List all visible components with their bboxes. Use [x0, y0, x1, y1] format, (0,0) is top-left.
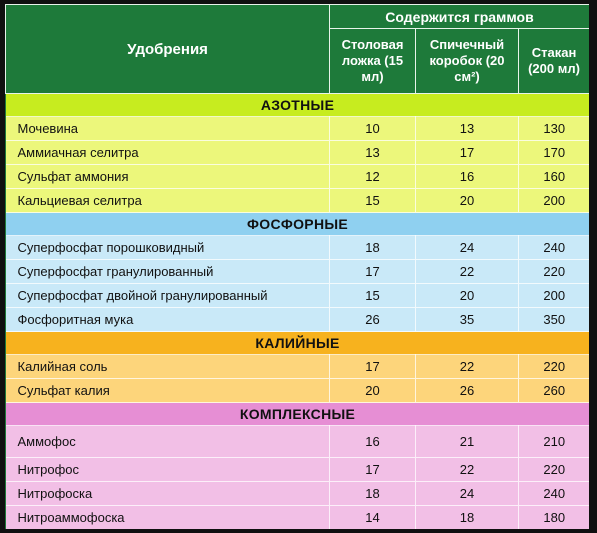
cell-box: 13 [416, 117, 519, 141]
cell-box: 35 [416, 308, 519, 332]
table-row [6, 482, 590, 506]
row-name: Мочевина [6, 117, 330, 141]
row-name: Фосфоритная мука [6, 308, 330, 332]
cell-box: 24 [416, 236, 519, 260]
row-name: Суперфосфат двойной гранулированный [6, 284, 330, 308]
row-name: Кальциевая селитра [6, 189, 330, 213]
cell-spoon: 18 [330, 482, 416, 506]
cell-box: 18 [416, 506, 519, 530]
header-contains-grams: Содержится граммов [330, 5, 590, 29]
section-title: АЗОТНЫЕ [6, 94, 590, 117]
cell-box: 20 [416, 284, 519, 308]
row-name: Суперфосфат гранулированный [6, 260, 330, 284]
row-name: Суперфосфат порошковидный [6, 236, 330, 260]
row-name: Сульфат аммония [6, 165, 330, 189]
row-name: Аммиачная селитра [6, 141, 330, 165]
cell-glass: 170 [519, 141, 590, 165]
table-row [6, 165, 590, 189]
row-name: Калийная соль [6, 355, 330, 379]
header-matchbox: Спичечный коробок (20 см²) [416, 29, 519, 94]
cell-glass: 240 [519, 482, 590, 506]
row-name: Нитрофоска [6, 482, 330, 506]
header-fertilizers: Удобрения [6, 5, 330, 94]
cell-glass: 220 [519, 458, 590, 482]
table-header [6, 5, 590, 94]
section-complex [6, 403, 590, 530]
cell-spoon: 16 [330, 426, 416, 458]
fertilizer-table-frame [5, 4, 589, 529]
cell-spoon: 17 [330, 260, 416, 284]
cell-glass: 130 [519, 117, 590, 141]
cell-spoon: 15 [330, 284, 416, 308]
row-name: Нитроаммофоска [6, 506, 330, 530]
cell-glass: 240 [519, 236, 590, 260]
table-row [6, 308, 590, 332]
section-potassium [6, 332, 590, 403]
table-row [6, 260, 590, 284]
cell-box: 20 [416, 189, 519, 213]
cell-spoon: 12 [330, 165, 416, 189]
header-tablespoon: Столовая ложка (15 мл) [330, 29, 416, 94]
cell-spoon: 17 [330, 355, 416, 379]
cell-glass: 200 [519, 284, 590, 308]
section-title: КАЛИЙНЫЕ [6, 332, 590, 355]
cell-spoon: 13 [330, 141, 416, 165]
row-name: Сульфат калия [6, 379, 330, 403]
cell-spoon: 14 [330, 506, 416, 530]
cell-box: 26 [416, 379, 519, 403]
section-title: ФОСФОРНЫЕ [6, 213, 590, 236]
table-row [6, 284, 590, 308]
table-row [6, 426, 590, 458]
cell-spoon: 10 [330, 117, 416, 141]
cell-glass: 210 [519, 426, 590, 458]
header-glass: Стакан (200 мл) [519, 29, 590, 94]
cell-glass: 220 [519, 355, 590, 379]
table-row [6, 189, 590, 213]
cell-box: 22 [416, 355, 519, 379]
table-row [6, 117, 590, 141]
cell-glass: 180 [519, 506, 590, 530]
cell-spoon: 15 [330, 189, 416, 213]
section-nitrogen [6, 94, 590, 213]
cell-glass: 200 [519, 189, 590, 213]
table-row [6, 236, 590, 260]
section-title: КОМПЛЕКСНЫЕ [6, 403, 590, 426]
row-name: Аммофос [6, 426, 330, 458]
cell-spoon: 26 [330, 308, 416, 332]
cell-box: 21 [416, 426, 519, 458]
table-row [6, 379, 590, 403]
cell-glass: 350 [519, 308, 590, 332]
table-row [6, 506, 590, 530]
cell-box: 22 [416, 260, 519, 284]
cell-spoon: 18 [330, 236, 416, 260]
cell-box: 16 [416, 165, 519, 189]
cell-glass: 220 [519, 260, 590, 284]
table-row [6, 458, 590, 482]
table-row [6, 141, 590, 165]
cell-spoon: 17 [330, 458, 416, 482]
cell-box: 22 [416, 458, 519, 482]
table-row [6, 355, 590, 379]
row-name: Нитрофос [6, 458, 330, 482]
section-phosphorus [6, 213, 590, 332]
cell-box: 17 [416, 141, 519, 165]
cell-box: 24 [416, 482, 519, 506]
cell-glass: 160 [519, 165, 590, 189]
cell-spoon: 20 [330, 379, 416, 403]
fertilizer-table [5, 4, 589, 529]
cell-glass: 260 [519, 379, 590, 403]
